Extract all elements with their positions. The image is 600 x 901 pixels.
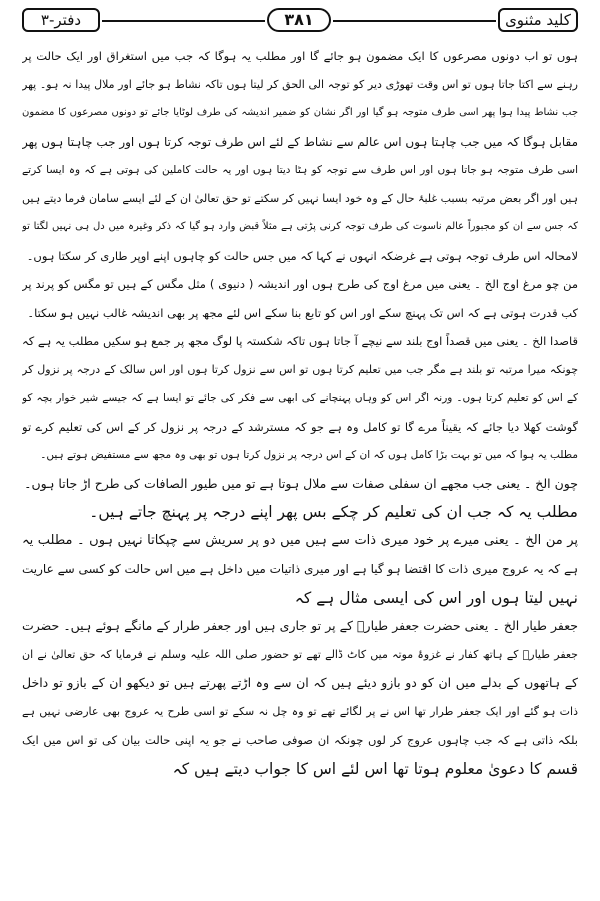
text-line: اسی طرف متوجہ ہو جاتا ہوں اور اس طرف سے توجہ کو ہٹا دیتا ہوں اور یہ حالت کاملین کی ہوتی ہے کہ وہ ایسا کرتے [22, 164, 578, 176]
text-line: جب نشاط پیدا ہوا پھر اسی طرف متوجہ ہو گیا اور اگر نشان کو ضمیر اندیشہ کی طرف لوٹایا جائے تو دونوں مصرعوں کا مضمون [22, 107, 578, 118]
text-line: کے اس کو تعلیم کرتا ہوں۔ ورنہ اگر اس کو وہاں پہنچانے کی ابھی سے فکر کی جائے تو ایسا ہے کہ جیسے شیر خوار بچہ کو [22, 392, 578, 404]
text-line: نہیں لیتا ہوں اور اس کی ایسی مثال ہے کہ [294, 588, 578, 607]
text-line: جعفر طیارؓ کے ہاتھ کفار نے غزوۂ موتہ میں کاٹ ڈالے تھے تو حضور صلی اللہ علیہ وسلم نے فرمایا کہ حق تعالیٰ نے ان [22, 647, 578, 661]
text-line: بلکہ ذاتی ہے کہ جب چاہوں عروج کر لوں چونکہ ان صوفی صاحب نے جو یہ اپنی حالت بیان کی تو اس میں ایک [22, 733, 578, 747]
text-line: قاصدا الخ ۔ یعنی میں قصداً اوج بلند سے نیچے آ جاتا ہوں تاکہ شکستہ پا لوگ مجھ پر جمع ہو سکیں مطلب یہ ہے کہ [22, 334, 578, 348]
page-number: ۳۸۱ [267, 8, 331, 32]
text-line: ہے کہ یہ عروج میری ذات کا اقتضا ہو گیا ہے اور میری ذاتیات میں داخل ہے میں اس حالت کو کسی سے عاریت [22, 562, 578, 576]
text-line: مطلب یہ کہ جب ان کی تعلیم کر چکے بس پھر اپنے درجہ پر پہنچ جاتے ہیں۔ [89, 503, 578, 521]
book-title: کلید مثنوی [498, 8, 578, 32]
text-line: لامحالہ اس طرف توجہ ہوتی ہے غرضکہ انہوں نے کہا کہ میں جس حالت کو چاہوں اپنے اوپر طاری کر سکتا ہوں۔ [26, 248, 578, 263]
text-line: مقابل ہوگا کہ میں جب چاہتا ہوں اس عالم سے نشاط کے لئے اس طرف توجہ کرتا ہوں اور جب چاہتا ہوں پھر [22, 134, 578, 149]
text-line: جعفر طیار الخ ۔ یعنی حضرت جعفر طیارؓ کے پر تو جاری ہیں اور جعفر طرار کے مانگے ہوئے ہیں۔ حضرت [22, 618, 578, 633]
page-header [22, 6, 578, 36]
text-line: رہنے سے اکتا جاتا ہوں تو اس وقت تھوڑی دیر کو توجہ الی الحق کر لیتا ہوں تاکہ نشاط ہو جائے اور ملال پیدا نہ ہو۔ پھر [22, 77, 578, 91]
text-line: ذات ہو گئے اور ایک جعفر طرار تھا اس نے پر لگائے تھے تو وہ چل نہ سکے تو اسی طرح یہ عروج بھی عارضی نہیں ہے [22, 704, 578, 718]
text-line: کے ہاتھوں کے بدلے میں ان کو دو بازو دیئے ہیں کہ ان سے وہ اڑتے پھرتے ہیں تو دیکھو ان کے بازو تو داخل [22, 675, 578, 690]
text-line: ہوں تو اب دونوں مصرعوں کا ایک مضمون ہو جائے گا اور مطلب یہ ہوگا کہ جب میں استغراق اور ایک حالت پر [22, 49, 578, 63]
page-body [22, 42, 578, 783]
text-line: گوشت کھلا دیا جائے کہ یقیناً مرے گا تو کامل وہ ہے جو کہ مسترشد کے درجہ پر نزول کر کے اس کی تعلیم کرے تو [22, 419, 578, 434]
header-rule-left [102, 20, 265, 22]
header-rule-right [333, 20, 496, 22]
text-line: من چو مرغ اوج الخ ۔ یعنی میں مرغ اوج کی طرح ہوں اور اندیشہ ( دنیوی ) مثل مگس کے ہیں تو مگس کو پرند پر [22, 277, 578, 291]
text-line: مطلب یہ ہوا کہ میں تو بہت بڑا کامل ہوں کہ ان کے اس درجہ پر نزول کرتا ہوں تو بھی وہ مجھ سے مستفیض ہوتے ہیں۔ [40, 449, 578, 461]
text-line: کہ جس سے ان کو مجبوراً عالم ناسوت کی طرف توجہ کرنی پڑتی ہے مثلاً قبض وارد ہو گیا کہ ذکر وغیرہ میں دل ہی نہیں لگتا تو [22, 221, 578, 232]
text-line: ہیں اور اگر بعض مرتبہ بسبب غلبۂ حال کے وہ خود ایسا نہیں کر سکتے تو حق تعالیٰ ان کے لئے ایسے سامان فرما دیتے ہیں [22, 191, 578, 205]
text-line: چون الخ ۔ یعنی جب مجھے ان سفلی صفات سے ملال ہوتا ہے تو میں طیور الصافات کی طرح اڑ جاتا ہوں۔ [24, 475, 578, 491]
text-line: پر من الخ ۔ یعنی میرے پر خود میری ذات سے ہیں میں دو پر سریش سے چپکاتا نہیں ہوں ۔ مطلب یہ [22, 532, 578, 548]
volume-label: دفتر-٣ [22, 8, 100, 32]
text-line: قسم کا دعویٰ معلوم ہوتا تھا اس لئے اس کا جواب دیتے ہیں کہ [172, 759, 578, 778]
text-line: چونکہ میرا مرتبہ تو بلند ہے مگر جب میں تعلیم کرتا ہوں تو اس سے نزول کرتا ہوں اور اس سالک کے درجہ پر نزول کر [22, 362, 578, 376]
text-line: کب قدرت ہوتی ہے کہ اس تک پہنچ سکے اور اس کو تابع بنا سکے اس لئے مجھ پر بھی اندیشہ غالب نہیں ہو سکتا۔ [27, 305, 578, 320]
